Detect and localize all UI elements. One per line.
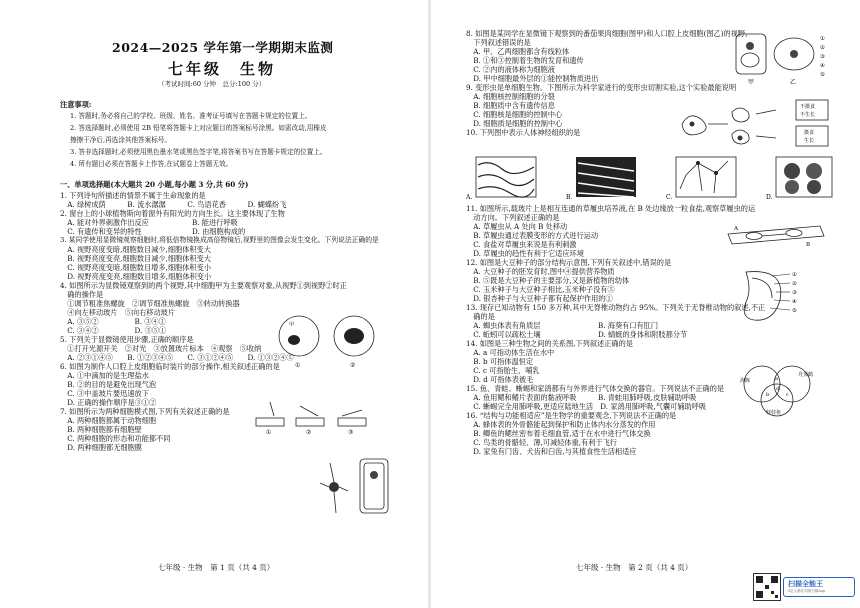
- fig-label: ①: [295, 362, 301, 369]
- fig-label: ②: [306, 429, 312, 436]
- question-line: 9. 变形虫是单细胞生物。下图所示为科学家进行的变形虫切割实验,这个实验最能说明: [466, 83, 737, 92]
- question-line: 4. 如图所示为显微镜观察到的两个视野,其中细胞甲为主要观察对象,从视野①到视野②时正: [60, 281, 347, 290]
- tissue-b: [566, 157, 636, 201]
- fig-label: ③: [348, 429, 354, 436]
- page-footer-1: 七年级 · 生物 第 1 页（共 4 页）: [158, 563, 275, 572]
- question-line: B. 草履虫通过表膜变形的方式进行运动: [466, 231, 599, 240]
- question-line: D. d 可指体表被毛: [466, 375, 534, 384]
- question-line: B. 视野亮度变亮,细胞数目减少,细胞体积变大: [60, 254, 211, 263]
- question-line: A. 蜂体表的外骨骼能起到保护和防止体内水分蒸发的作用: [466, 420, 656, 429]
- question-line: B. b 可指体温恒定: [466, 357, 534, 366]
- question-line: 14. 如图是三种生物之间的关系图,下列叙述正确的是: [466, 339, 633, 348]
- question-line: 2. 窗台上的小球植物斯向着窗外有阳光的方向生长。这主要体现了生物: [60, 209, 285, 218]
- question-line: A. 蜘虫体表有角质层 B. 海葵有口有肛门: [466, 321, 659, 330]
- question-line: 3. 某同学使用显微镜观察细胞时,将低倍物镜换成高倍物镜后,视野里的图像会发生变化。下列说法正确的是: [60, 236, 379, 244]
- question-line: D. 家兔有门齿、犬齿和臼齿,与其植食性生活相适应: [466, 447, 637, 456]
- fig-label: A.: [466, 194, 473, 201]
- fig-label: B.: [566, 194, 573, 201]
- question-line: 6. 如图为制作人口腔上皮细胞临时装片的部分操作,相关叙述正确的是: [60, 362, 280, 371]
- question-line: 确的操作是: [60, 290, 104, 299]
- fig-label: ④: [792, 299, 797, 305]
- exam-page-2: [430, 0, 860, 608]
- question-line: 确的是: [466, 312, 495, 321]
- question-line: 1. 下列诗句所描述的情景不属于生命现象的是: [60, 191, 206, 200]
- tissue-a: [466, 157, 536, 201]
- fig-cells-jia-yi: [730, 28, 840, 88]
- scanner-brand: 扫描全能王: [788, 580, 823, 588]
- notice-list: [70, 112, 327, 169]
- question-line: C. 食盐对草履虫来说是有利刺激: [466, 240, 577, 249]
- fig-label: 甲: [289, 322, 295, 328]
- question-line: C. 两种细胞的形态和功能都不同: [60, 434, 171, 443]
- fig-label: c: [786, 392, 789, 398]
- question-line: C. ②内的液体称为细胞液: [466, 65, 555, 74]
- fig-label: 摄食: [804, 130, 815, 136]
- fig-label: 生长: [804, 138, 815, 144]
- question-line: 下列叙述错误的是: [466, 38, 531, 47]
- question-line: C. 蚯蚓可以疏松土壤 D. 蜻蜓的身体和附肢都分节: [466, 330, 688, 339]
- question-line: 13. 现存已知动物有 150 多万种,其中无脊椎动物约占 95%。下列关于无脊椎动物的叙述,不正: [466, 303, 766, 312]
- question-line: ④向左移动玻片 ⑤向右移动玻片: [60, 308, 176, 317]
- fig-label: B: [806, 242, 811, 248]
- fig-amoeba-experiment: [676, 98, 848, 148]
- question-line: C. 视野亮度变暗,细胞数目增多,细胞体积变小: [60, 263, 211, 272]
- fig-label: D.: [766, 194, 773, 201]
- question-line: C. ③④② D. ③⑤①: [60, 326, 167, 335]
- fig-label: ①: [792, 272, 797, 278]
- question-line: D. 正确的操作顺序是③①②: [60, 398, 157, 407]
- notice-item: 3. 答非选择题时,必须使用黑色墨水笔或黑色签字笔,将答案书写在答题卡规定的位置上。: [70, 148, 327, 156]
- fig-label: ①: [266, 429, 272, 436]
- question-line: ①调节粗准焦螺旋 ②调节细准焦螺旋 ③转动转换器: [60, 299, 240, 308]
- question-line: B. ⑤既是大豆种子的主要部分,又是新植物的幼体: [466, 276, 630, 285]
- question-line: C. 蜥蜴完全用肺呼吸,更适应陆地生活 D. 家鸽用肺呼吸,气囊可辅助呼吸: [466, 402, 707, 411]
- fig-label: A: [734, 226, 738, 232]
- fig-label: ②: [792, 281, 797, 287]
- question-line: C. 有遗传和变异的特性 D. 由细胞构成的: [60, 227, 246, 236]
- fig-label: ②: [820, 45, 825, 51]
- question-line: A. 甲、乙两细胞都含有线粒体: [466, 47, 570, 56]
- fig-label: 不生长: [800, 112, 816, 118]
- fig-venn-diagram: [730, 362, 828, 418]
- question-line: D. 两种细胞都无细胞膜: [60, 443, 142, 452]
- fig-slide-steps: [252, 400, 372, 436]
- fig-label: ⑤: [792, 308, 797, 314]
- question-line: A. 细胞核控制细胞的分裂: [466, 92, 555, 101]
- question-line: 12. 如图是大豆种子的部分结构示意图,下列有关叙述中,错误的是: [466, 258, 672, 267]
- fig-label: 不摄食: [800, 104, 816, 110]
- question-line: A. 大豆种子的胚发育时,图中④提供营养物质: [466, 267, 615, 276]
- question-line: B. 两种细胞都有细胞壁: [60, 425, 142, 434]
- page-footer-2: 七年级 · 生物 第 2 页（共 4 页）: [576, 563, 693, 572]
- tissue-d: [766, 157, 832, 201]
- fig-label: ②: [350, 362, 356, 369]
- fig-label: C.: [666, 194, 673, 201]
- question-line: A. 绿树成荫 B. 流水潺潺 C. 鸟语花香 D. 蝴蝶纷飞: [60, 200, 287, 209]
- question-line: A. ③⑤② B. ③④①: [60, 317, 166, 326]
- question-line: A. 草履虫从 A 处向 B 处移动: [466, 222, 568, 231]
- notice-item: 擦擦干净后,再选涂其他答案标号。: [70, 136, 172, 144]
- question-line: B. 鲫鱼的鳃丝密布着毛细血管,适于在水中进行气体交换: [466, 429, 651, 438]
- fig-label: ③: [820, 54, 825, 60]
- fig-label: 丹顶鹤: [798, 372, 814, 378]
- question-line: A. ①中滴加的是生理盐水: [60, 371, 149, 380]
- fig-label: a: [775, 376, 778, 382]
- exam-info: （考试时间:60 分钟 总分:100 分）: [158, 80, 266, 88]
- tissue-c: [666, 157, 736, 201]
- fig-label: 甲: [748, 79, 755, 86]
- qr-code-icon: [753, 573, 781, 601]
- fig-label: b: [766, 392, 770, 398]
- question-line: B. ②的目的是避免出现气泡: [60, 380, 157, 389]
- notice-title: 注意事项:: [60, 100, 92, 109]
- section-heading: 一、单项选择题(本大题共 20 小题,每小题 3 分,共 60 分): [60, 180, 249, 189]
- fig-label: 娃娃鱼: [766, 410, 782, 416]
- fig-label: ④: [820, 63, 825, 69]
- fig-label: ①: [820, 36, 825, 42]
- question-line: A. 鱼用鳃和鳍片表面的黏液呼吸 B. 青蛙用肺呼吸,皮肤辅助呼吸: [466, 393, 697, 402]
- question-line: 5. 下列关于显微镜使用步骤,正确的顺序是: [60, 335, 194, 344]
- question-line: A. a 可指动体生活在水中: [466, 348, 555, 357]
- fig-label: ③: [792, 290, 797, 296]
- question-line: C. 玉米种子与大豆种子相比,玉米种子没有⑤: [466, 285, 615, 294]
- question-line: B. 细胞质中含有遗传信息: [466, 101, 555, 110]
- scanner-badge: [783, 577, 855, 597]
- question-line: 15. 鱼、青蛙、蜥蜴和家鸽都有与外界进行气体交换的器官。下列说法不正确的是: [466, 384, 725, 393]
- question-line: A. ②③①④⑤ B. ①②③④⑤ C. ③①②④⑤ D. ①③②④⑤: [60, 353, 294, 362]
- question-line: C. 鸟类的骨骼轻、薄,可减轻体重,有利于飞行: [466, 438, 617, 447]
- fig-microscope-fields: [272, 312, 382, 370]
- question-line: B. ①和③控制着生物的发育和遗传: [466, 56, 584, 65]
- notice-item: 2. 答选择题时,必须使用 2B 铅笔将答题卡上对应题目的答案标号涂黑。如需改动,用橡皮: [70, 124, 327, 132]
- question-line: 11. 如图所示,载玻片上是相互连通的草履虫培养液,在 B 处边缘放一粒食盐,观察草履虫的运: [466, 204, 756, 213]
- question-line: 动方向。下列叙述正确的是: [466, 213, 560, 222]
- question-line: ①打开光源开关 ②对光 ③放置玻片标本 ④观察 ⑤收纳: [60, 344, 262, 353]
- fig-soybean-seed: [738, 268, 808, 324]
- question-line: A. 视野亮度变暗,细胞数目减少,细胞体积变大: [60, 245, 211, 254]
- question-line: D. 草履虫的趋性有利于它适应环境: [466, 249, 584, 258]
- fig-label: 乙: [790, 79, 797, 86]
- question-line: 7. 如图所示为两种细胞模式图,下列有关叙述正确的是: [60, 407, 230, 416]
- fig-label: ⑤: [820, 72, 825, 78]
- fig-label: d: [776, 386, 780, 392]
- fig-paramecium-slide: [720, 222, 830, 248]
- question-line: C. c 可指胎生、哺乳: [466, 366, 540, 375]
- question-line: D. 细胞质是细胞的控制中心: [466, 119, 563, 128]
- question-line: D. 视野亮度变亮,细胞数目增多,细胞体积变小: [60, 272, 212, 281]
- exam-title: 2024—2025 学年第一学期期末监测: [112, 40, 334, 55]
- fig-tissues: [466, 155, 836, 205]
- question-line: 16. “结构与功能相适应”是生物学的重要观念,下列说法不正确的是: [466, 411, 677, 420]
- question-line: D. 银杏种子与大豆种子都有起保护作用的①: [466, 294, 613, 303]
- question-line: D. 甲中细胞最外层的①能控制物质进出: [466, 74, 599, 83]
- notice-item: 1. 答题时,务必将自己的学校、班级、姓名、准考证号填写在答题卡规定的位置上。: [70, 112, 312, 120]
- exam-subject: 七年级 生物: [168, 60, 277, 78]
- fig-two-cells: [318, 455, 398, 517]
- question-line: A. 两种细胞都属于动物细胞: [60, 416, 157, 425]
- question-line: A. 能对外界刺激作出反应 B. 能进行呼吸: [60, 218, 238, 227]
- question-line: C. 细胞核是细胞的控制中心: [466, 110, 563, 119]
- question-line: 10. 下列图中表示人体神经组织的是: [466, 128, 581, 137]
- scanner-tagline: 3亿人都在用的扫描App: [788, 589, 826, 593]
- question-line: 8. 如图是某同学在显微镜下观察到的番茄果肉细胞(图甲)和人口腔上皮细胞(图乙)的视野,: [466, 29, 748, 38]
- notice-item: 4. 所有题目必须在答题卡上作答,在试题卷上答题无效。: [70, 160, 233, 168]
- question-line: C. ③中盖玻片要迅速放下: [60, 389, 149, 398]
- fig-label: 海豚: [740, 378, 751, 384]
